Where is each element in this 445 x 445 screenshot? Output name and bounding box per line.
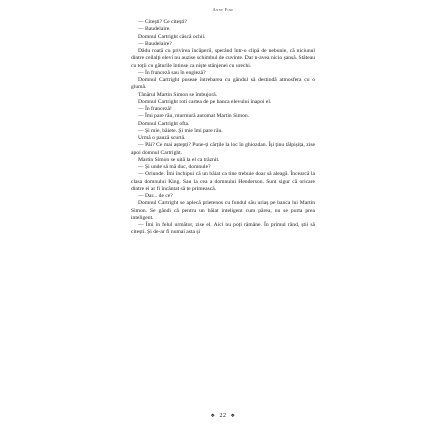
paragraph: — Baudelaire. [138,26,171,33]
paragraph: Domnul Cartright roti cartea de pe banca elevului înapoi el. [138,98,272,105]
paragraph: Domnul Cartright căscă ochii. [138,33,206,40]
body-text [131,19,315,237]
paragraph: — Și mie, băiete. Și mie îmi pare rău. [138,127,223,134]
paragraph: Dădu roată cu privirea încăperii, sperând într-o clipă de nebunie, că niciunul dintre ceilalți elevi nu auzise schimbul de cuvinte. Dar n-avea nicio șansă. Stăteau cu toții cu găturile întinse ca niște stânjenei cu urechi. [131,48,315,69]
paragraph: — Citești? Ce citești? [138,19,187,25]
paragraph: — Și unde să mă duc, domnule? [138,164,211,170]
paragraph: — În franceză sau în engleză? [138,69,206,76]
paragraph: Domnul Cartright se aplecă prietenos cu fundul său uriaș pe banca lui Martin Simon. Se gândi că pentru un băiat inteligent cum părea, nu se purta prea inteligent. [131,200,315,221]
paragraph: — În franceză! [138,106,172,112]
running-head: Anne Fine [212,7,234,12]
ornament-right-icon: ❖ [230,414,236,419]
paragraph: — Oriunde. Îmi închipui că un băiat ca tine trebuie doar să aleagă. Încearcă la clasa domnului King. Sau la cea a domnului Henderson. Sunt sigur că oricare dintre ei ar fi încântat să te primească. [131,171,315,192]
paragraph: — Dar... de ce? [138,193,173,199]
paragraph: — Îmi pare rău, murmură automat Martin Simon. [138,113,250,120]
paragraph: Martin Simon se uită la el ca trăznit. [138,156,220,163]
page-number [131,413,315,419]
paragraph: Domnul Cartright puseae întrebarea cu gândul să destindă atmosfera cu o glumă. [131,77,315,91]
page-number-value: 22 [219,413,227,419]
book-page [131,0,315,445]
paragraph: Tânărul Martin Simon se îmbujoră. [138,91,218,98]
paragraph: Urmă o pauză scurtă. [138,135,186,141]
ornament-left-icon: ❖ [210,414,216,419]
paragraph: — Baudelaire? [138,40,172,47]
paragraph: — Păi? Ce mai aștepți? Pune-ți cărțile la loc în ghiozdan. Își ținu tălpișița, zise apoi domnul Cartright. [131,142,315,156]
paragraph: Domnul Cartright ofta. [138,120,190,127]
paragraph: — Îmi în felul următor, zise el. Aici nu poți rămâne. În primul rând, știi să citești. Și de-ar fi numai asta și [131,222,315,236]
